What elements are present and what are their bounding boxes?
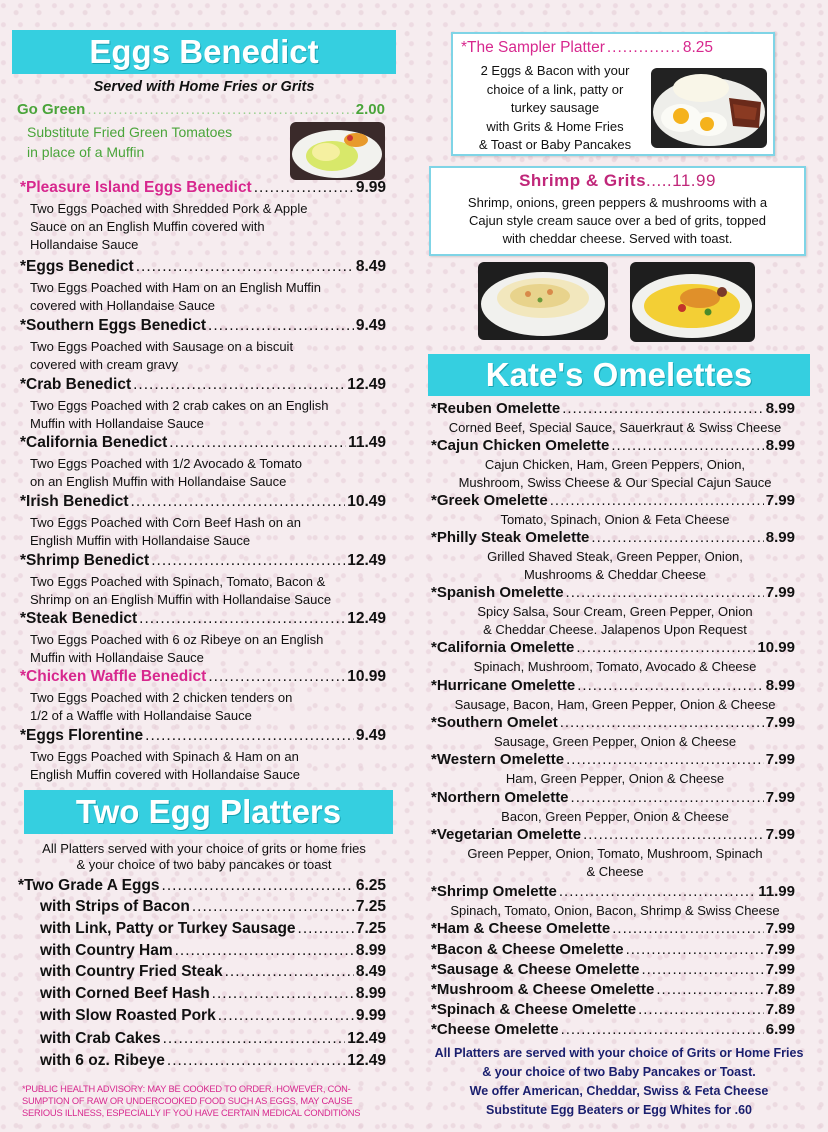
kates-omelettes-banner: Kate's Omelettes xyxy=(428,354,810,396)
benedict-item-7-price: 12.49 xyxy=(347,610,386,627)
leader-dots xyxy=(611,437,763,454)
go-green-price: 2.00 xyxy=(355,101,385,118)
leader-dots xyxy=(212,985,354,1003)
platter-item-4-row xyxy=(40,963,386,981)
platter-item-6-price: 9.99 xyxy=(355,1007,386,1024)
benedict-item-0-desc: Two Eggs Poached with Shredded Pork & Apple Sauce on an English Muffin covered with Hollandaise Sauce xyxy=(30,201,308,252)
leader-dots xyxy=(225,963,354,981)
benedict-item-6-price: 12.49 xyxy=(347,552,386,569)
sampler-name: *The Sampler Platter xyxy=(461,39,605,56)
platter-item-1-row xyxy=(40,898,386,916)
omelette-item-0-price: 8.99 xyxy=(765,400,795,417)
benedict-item-5-row xyxy=(20,493,386,511)
omelette-item-16-price: 7.89 xyxy=(765,1001,795,1018)
benedict-item-2-desc: Two Eggs Poached with Sausage on a biscuit covered with cream gravy xyxy=(30,339,294,372)
leader-dots xyxy=(136,258,354,276)
leader-dots xyxy=(208,317,354,335)
platter-item-0-row xyxy=(18,877,386,895)
leader-dots xyxy=(550,492,764,509)
platter-item-8-name: with 6 oz. Ribeye xyxy=(40,1052,165,1069)
omelette-item-3-name: *Philly Steak Omelette xyxy=(431,529,590,546)
go-green-row xyxy=(17,101,385,118)
go-green-name: Go Green xyxy=(17,101,86,118)
leader-dots xyxy=(163,1030,346,1048)
omelette-photo xyxy=(630,262,755,342)
omelette-item-9-row xyxy=(431,789,795,806)
platter-item-2-row xyxy=(40,920,386,938)
benedict-item-4-row xyxy=(20,434,386,452)
omelette-item-0-desc: Corned Beef, Special Sauce, Sauerkraut & Swiss Cheese xyxy=(448,420,782,435)
platter-item-5-name: with Corned Beef Hash xyxy=(40,985,210,1002)
leader-dots xyxy=(571,789,764,806)
leader-dots xyxy=(175,942,354,960)
platter-item-4-price: 8.49 xyxy=(355,963,386,980)
omelette-item-4-desc: Spicy Salsa, Sour Cream, Green Pepper, Onion & Cheddar Cheese. Jalapenos Upon Request xyxy=(477,604,753,637)
shrimp-grits-desc: Shrimp, onions, green peppers & mushrooms with a Cajun style cream sauce over a bed of grits, topped with cheddar cheese. Served with toast. xyxy=(467,195,768,246)
benedict-item-0-price: 9.99 xyxy=(355,179,386,196)
omelette-item-11-name: *Shrimp Omelette xyxy=(431,883,557,900)
omelette-item-9-name: *Northern Omelette xyxy=(431,789,569,806)
omelette-item-4-row xyxy=(431,584,795,601)
omelette-item-0-name: *Reuben Omelette xyxy=(431,400,561,417)
benedict-item-8-row xyxy=(20,668,386,686)
benedict-item-8-desc: Two Eggs Poached with 2 chicken tenders on 1/2 of a Waffle with Hollandaise Sauce xyxy=(30,690,293,723)
platter-item-2-name: with Link, Patty or Turkey Sausage xyxy=(40,920,296,937)
omelette-item-14-price: 7.99 xyxy=(765,961,795,978)
leader-dots xyxy=(162,877,354,895)
omelette-item-7-desc: Sausage, Green Pepper, Onion & Cheese xyxy=(493,734,737,749)
sampler-platter-box xyxy=(451,32,775,156)
benedict-item-2-price: 9.49 xyxy=(355,317,386,334)
platter-item-3-name: with Country Ham xyxy=(40,942,173,959)
omelette-item-17-name: *Cheese Omelette xyxy=(431,1021,559,1038)
omelette-item-15-price: 7.89 xyxy=(765,981,795,998)
omelette-item-6-name: *Hurricane Omelette xyxy=(431,677,576,694)
omelette-item-15-row xyxy=(431,981,795,998)
benedict-item-7-name: *Steak Benedict xyxy=(20,610,138,627)
health-advisory: *PUBLIC HEALTH ADVISORY: MAY BE COOKED TO ORDER. HOWEVER, CON- SUMPTION OF RAW OR UNDERCOOKED FOOD SUCH AS EGGS, MAY CAUSE SERIOUS ILLNESS, ESPECIALLY IF YOU HAVE CERTAIN MEDICAL CONDITIONS xyxy=(22,1084,361,1118)
benedict-item-7-desc: Two Eggs Poached with 6 oz Ribeye on an English Muffin with Hollandaise Sauce xyxy=(30,632,324,665)
platter-item-8-price: 12.49 xyxy=(347,1052,386,1069)
benedict-item-4-price: 11.49 xyxy=(348,434,386,451)
omelette-item-2-row xyxy=(431,492,795,509)
omelette-item-11-desc: Spinach, Tomato, Onion, Bacon, Shrimp & Swiss Cheese xyxy=(450,903,780,918)
leader-dots xyxy=(151,552,345,570)
leader-dots xyxy=(561,1021,764,1038)
benedict-item-3-row xyxy=(20,376,386,394)
omelette-item-9-price: 7.99 xyxy=(765,789,795,806)
omelette-item-0-row xyxy=(431,400,795,417)
platter-item-4-name: with Country Fried Steak xyxy=(40,963,223,980)
platter-item-8-row xyxy=(40,1052,386,1070)
leader-dots xyxy=(577,677,764,694)
omelette-item-11-row xyxy=(431,883,795,900)
leader-dots xyxy=(641,961,763,978)
benedict-item-1-row xyxy=(20,258,386,276)
omelette-item-6-price: 8.99 xyxy=(765,677,795,694)
omelette-item-9-desc: Bacon, Green Pepper, Onion & Cheese xyxy=(501,809,729,824)
omelette-item-7-price: 7.99 xyxy=(765,714,795,731)
omelette-item-3-desc: Grilled Shaved Steak, Green Pepper, Onion, Mushrooms & Cheddar Cheese xyxy=(487,549,743,582)
leader-dots xyxy=(298,920,354,938)
green-tomato-photo xyxy=(290,122,385,180)
leader-dots xyxy=(169,434,346,452)
leader-dots xyxy=(626,941,764,958)
omelette-item-16-name: *Spinach & Cheese Omelette xyxy=(431,1001,637,1018)
leader-dots xyxy=(139,610,345,628)
benedict-item-9-row xyxy=(20,727,386,745)
omelette-item-3-price: 8.99 xyxy=(765,529,795,546)
omelette-item-6-row xyxy=(431,677,795,694)
platter-item-5-price: 8.99 xyxy=(355,985,386,1002)
benedict-item-9-price: 9.49 xyxy=(355,727,386,744)
shrimp-grits-photo xyxy=(478,262,608,340)
omelette-item-7-name: *Southern Omelet xyxy=(431,714,558,731)
platter-item-0-price: 6.25 xyxy=(355,877,386,894)
leader-dots xyxy=(583,826,764,843)
omelette-item-13-name: *Bacon & Cheese Omelette xyxy=(431,941,624,958)
benedict-item-5-name: *Irish Benedict xyxy=(20,493,129,510)
omelette-item-8-name: *Western Omelette xyxy=(431,751,565,768)
leader-dots xyxy=(656,981,763,998)
platter-item-7-row xyxy=(40,1030,386,1048)
omelette-item-5-price: 10.99 xyxy=(757,639,795,656)
omelette-item-6-desc: Sausage, Bacon, Ham, Green Pepper, Onion & Cheese xyxy=(454,697,776,712)
leader-dots xyxy=(576,639,755,656)
benedict-item-8-price: 10.99 xyxy=(347,668,386,685)
platters-note: All Platters served with your choice of grits or home fries & your choice of two baby pancakes or toast xyxy=(42,841,366,872)
omelette-item-12-row xyxy=(431,920,795,937)
platter-item-1-price: 7.25 xyxy=(355,898,386,915)
omelette-item-3-row xyxy=(431,529,795,546)
benedict-item-2-name: *Southern Eggs Benedict xyxy=(20,317,207,334)
leader-dots xyxy=(218,1007,354,1025)
benedict-item-9-name: *Eggs Florentine xyxy=(20,727,144,744)
leader-dots xyxy=(559,883,756,900)
omelette-item-8-price: 7.99 xyxy=(765,751,795,768)
omelette-item-2-price: 7.99 xyxy=(765,492,795,509)
omelette-item-5-name: *California Omelette xyxy=(431,639,575,656)
leader-dots xyxy=(254,179,354,197)
leader-dots xyxy=(167,1052,345,1070)
omelette-item-13-price: 7.99 xyxy=(765,941,795,958)
benedict-item-5-price: 10.49 xyxy=(347,493,386,510)
omelette-item-4-price: 7.99 xyxy=(765,584,795,601)
leader-dots xyxy=(638,1001,764,1018)
benedict-item-9-desc: Two Eggs Poached with Spinach & Ham on an English Muffin covered with Hollandaise Sauce xyxy=(30,749,301,782)
shrimp-grits-price: 11.99 xyxy=(672,171,716,190)
leader-dots xyxy=(566,584,764,601)
leader-dots xyxy=(566,751,764,768)
omelette-item-1-row xyxy=(431,437,795,454)
benedict-item-6-desc: Two Eggs Poached with Spinach, Tomato, Bacon & Shrimp on an English Muffin with Hollandaise Sauce xyxy=(30,574,332,607)
omelette-item-10-name: *Vegetarian Omelette xyxy=(431,826,582,843)
leader-dots xyxy=(208,668,345,686)
leader-dots xyxy=(612,920,764,937)
benedict-item-2-row xyxy=(20,317,386,335)
leader-dots xyxy=(591,529,763,546)
platter-item-6-name: with Slow Roasted Pork xyxy=(40,1007,216,1024)
omelette-item-7-row xyxy=(431,714,795,731)
leader-dots xyxy=(145,727,354,745)
omelette-item-2-desc: Tomato, Spinach, Onion & Feta Cheese xyxy=(500,512,730,527)
platter-item-7-price: 12.49 xyxy=(347,1030,386,1047)
omelette-item-13-row xyxy=(431,941,795,958)
benedict-item-7-row xyxy=(20,610,386,628)
omelette-item-2-name: *Greek Omelette xyxy=(431,492,548,509)
platter-item-6-row xyxy=(40,1007,386,1025)
two-egg-platters-banner: Two Egg Platters xyxy=(24,790,393,834)
benedict-item-3-desc: Two Eggs Poached with 2 crab cakes on an English Muffin with Hollandaise Sauce xyxy=(30,398,329,431)
platter-item-1-name: with Strips of Bacon xyxy=(40,898,190,915)
omelette-item-1-name: *Cajun Chicken Omelette xyxy=(431,437,610,454)
benedict-item-8-name: *Chicken Waffle Benedict xyxy=(20,668,207,685)
benedict-served-note: Served with Home Fries or Grits xyxy=(93,79,315,95)
eggs-benedict-banner: Eggs Benedict xyxy=(12,30,396,74)
benedict-item-3-price: 12.49 xyxy=(347,376,386,393)
omelette-item-5-row xyxy=(431,639,795,656)
omelette-item-8-row xyxy=(431,751,795,768)
omelette-item-17-row xyxy=(431,1021,795,1038)
benedict-item-5-desc: Two Eggs Poached with Corn Beef Hash on an English Muffin with Hollandaise Sauce xyxy=(30,515,301,548)
platter-item-3-price: 8.99 xyxy=(355,942,386,959)
platter-item-5-row xyxy=(40,985,386,1003)
benedict-item-0-row xyxy=(20,179,386,197)
leader-dots xyxy=(131,493,346,511)
leader-dots xyxy=(192,898,354,916)
benedict-item-6-row xyxy=(20,552,386,570)
benedict-item-0-name: *Pleasure Island Eggs Benedict xyxy=(20,179,252,196)
benedict-item-1-name: *Eggs Benedict xyxy=(20,258,134,275)
omelette-item-1-desc: Cajun Chicken, Ham, Green Peppers, Onion, Mushroom, Swiss Cheese & Our Special Cajun Sauce xyxy=(458,457,772,490)
omelette-item-5-desc: Spinach, Mushroom, Tomato, Avocado & Cheese xyxy=(473,659,757,674)
go-green-desc: Substitute Fried Green Tomatoes in place of a Muffin xyxy=(27,124,233,160)
benedict-item-4-name: *California Benedict xyxy=(20,434,168,451)
omelette-item-8-desc: Ham, Green Pepper, Onion & Cheese xyxy=(505,771,725,786)
platter-item-0-name: *Two Grade A Eggs xyxy=(18,877,160,894)
benedict-item-3-name: *Crab Benedict xyxy=(20,376,132,393)
omelette-item-12-price: 7.99 xyxy=(765,920,795,937)
leader-dots xyxy=(133,376,345,394)
platter-item-2-price: 7.25 xyxy=(355,920,386,937)
omelette-item-14-name: *Sausage & Cheese Omelette xyxy=(431,961,640,978)
benedict-item-1-desc: Two Eggs Poached with Ham on an English Muffin covered with Hollandaise Sauce xyxy=(30,280,321,313)
sampler-photo xyxy=(651,68,767,148)
omelette-footer: All Platters are served with your choice of Grits or Home Fries & your choice of two Baby Pancakes or Toast. We offer American, Cheddar, Swiss & Feta Cheese Substitute Egg Beaters or Egg Whites for .60 xyxy=(434,1046,804,1117)
omelette-item-12-name: *Ham & Cheese Omelette xyxy=(431,920,611,937)
leader-dots xyxy=(560,714,764,731)
omelette-item-15-name: *Mushroom & Cheese Omelette xyxy=(431,981,655,998)
omelette-item-4-name: *Spanish Omelette xyxy=(431,584,564,601)
sampler-desc: 2 Eggs & Bacon with your choice of a link, patty or turkey sausage with Grits & Home Fries & Toast or Baby Pancakes xyxy=(478,63,632,152)
omelette-item-11-price: 11.99 xyxy=(758,883,795,900)
benedict-item-1-price: 8.49 xyxy=(355,258,386,275)
leader-dots xyxy=(562,400,764,417)
sampler-price: 8.25 xyxy=(682,39,713,56)
omelette-item-16-row xyxy=(431,1001,795,1018)
omelette-item-10-row xyxy=(431,826,795,843)
platter-item-3-row xyxy=(40,942,386,960)
omelette-item-1-price: 8.99 xyxy=(765,437,795,454)
omelette-item-10-price: 7.99 xyxy=(765,826,795,843)
platter-item-7-name: with Crab Cakes xyxy=(40,1030,161,1047)
benedict-item-6-name: *Shrimp Benedict xyxy=(20,552,150,569)
omelette-item-14-row xyxy=(431,961,795,978)
omelette-item-17-price: 6.99 xyxy=(765,1021,795,1038)
shrimp-grits-box: Shrimp & Grits.....11.99 Shrimp, onions, green peppers & mushrooms with a Cajun style cream sauce over a bed of grits, topped with cheddar cheese. Served with toast. xyxy=(429,166,806,256)
omelette-item-10-desc: Green Pepper, Onion, Tomato, Mushroom, Spinach & Cheese xyxy=(467,846,763,879)
benedict-item-4-desc: Two Eggs Poached with 1/2 Avocado & Tomato on an English Muffin with Hollandaise Sauce xyxy=(30,456,302,489)
shrimp-grits-name: Shrimp & Grits xyxy=(519,171,647,190)
